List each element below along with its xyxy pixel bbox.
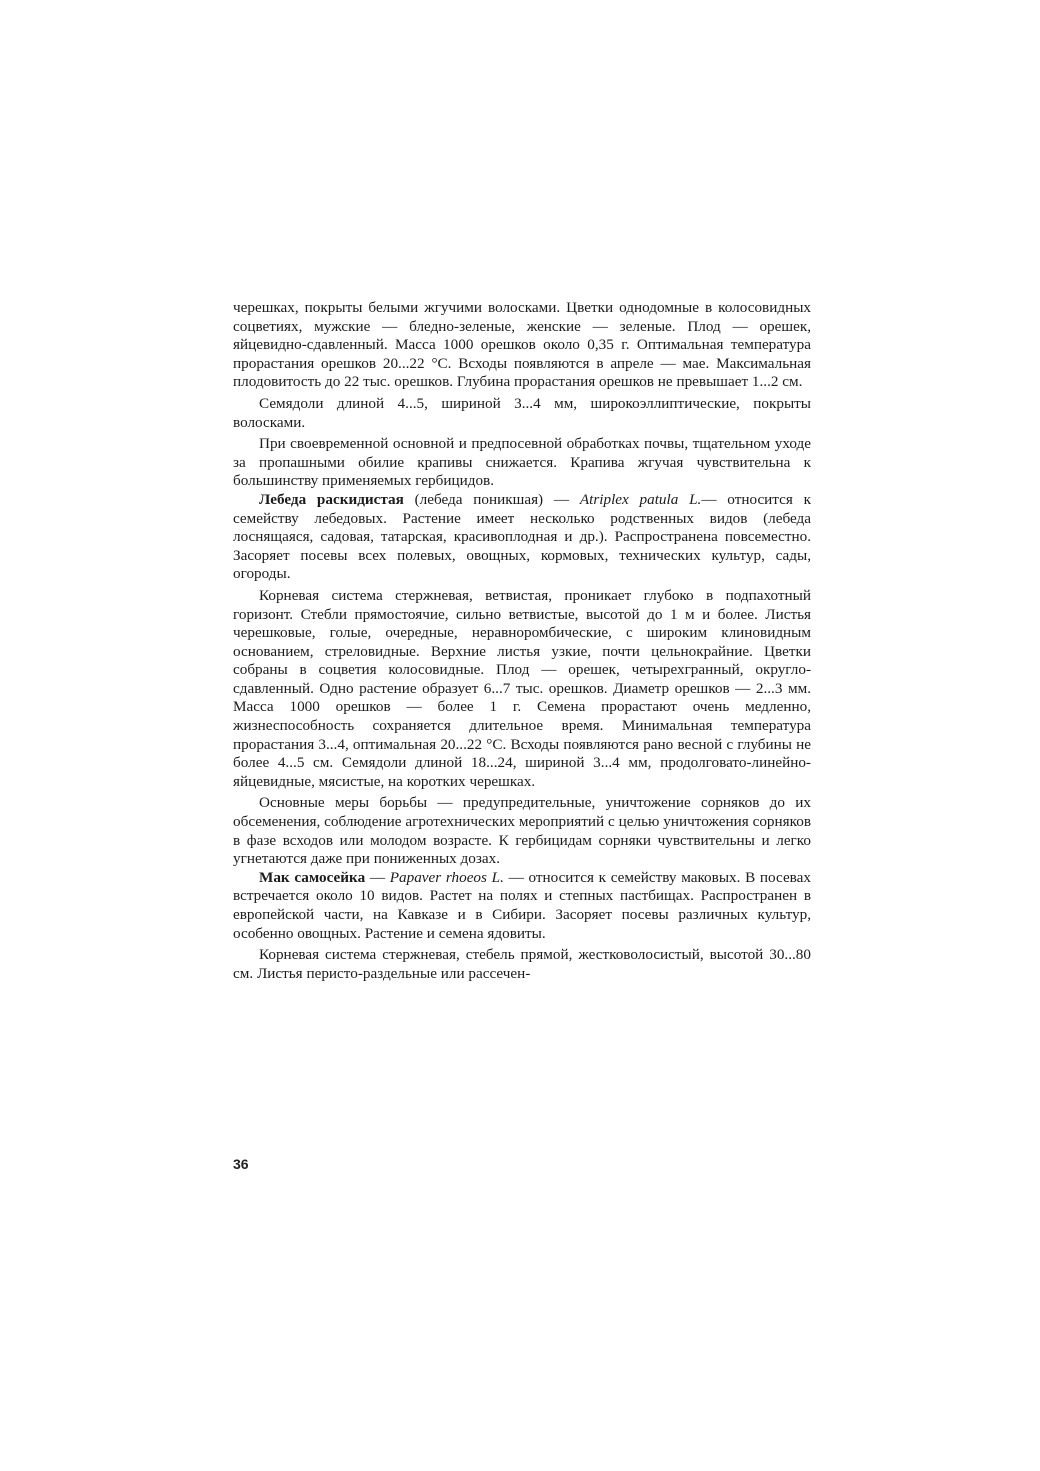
paragraph-text: При своевременной основной и предпосевной обработках почвы, тщательном уходе за пропашными обилие крапивы снижается. Крапива жгучая чувствительна к большинству применяемых гербицидов. (233, 435, 811, 490)
paragraph (233, 299, 811, 392)
paragraph (233, 395, 811, 432)
paragraph-text: Корневая система стержневая, стебель прямой, жестковолосистый, высотой 30...80 см. Листья перисто-раздельные или рассечен- (233, 946, 811, 982)
paragraph-text: — относится к семейству лебедовых. Растение имеет несколько родственных видов (лебеда лоснящаяся, садовая, татарская, красивоплодная и др.). Распространена повсеместно. Засоряет посевы всех полевых, овощных, кормовых, технических культур, сады, огороды. (233, 490, 812, 583)
page-number: 36 (233, 1156, 249, 1172)
species-latin-name: Atriplex patula L. (579, 490, 702, 508)
paragraph-papaver-rhoeos (233, 869, 811, 943)
species-dash: — (365, 868, 390, 886)
paragraph (233, 587, 811, 792)
paragraph (233, 946, 811, 983)
species-latin-name: Papaver rhoeos L. (389, 868, 504, 886)
species-common-name: (лебеда поникшая) — (403, 490, 580, 508)
paragraph-text: Основные меры борьбы — предупредительные, уничтожение сорняков до их обсеменения, соблюдение агротехнических мероприятий с целью уничтожения сорняков в фазе всходов или молодом возрасте. К гербицидам сорняки чувствительны и легко угнетаются даже при пониженных дозах. (233, 794, 811, 868)
paragraph (233, 794, 811, 868)
page-text-body (233, 299, 811, 983)
paragraph-text: черешках, покрыты белыми жгучими волосками. Цветки однодомные в колосовидных соцветиях, мужские — бледно-зеленые, женские — зеленые. Плод — орешек, яйцевидно-сдавленный. Масса 1000 орешков около 0,35 г. Оптимальная температура прорастания орешков 20...22 °С. Всходы появляются в апреле — мае. Максимальная плодовитость до 22 тыс. орешков. Глубина прорастания орешков не превышает 1...2 см. (233, 299, 811, 391)
paragraph-text: Корневая система стержневая, ветвистая, проникает глубоко в подпахотный горизонт. Стебли прямостоячие, сильно ветвистые, высотой до 1 м и более. Листья черешковые, голые, очередные, неравноромбические, с широким клиновидным основанием, стреловидные. Верхние листья узкие, почти цельнокрайние. Цветки собраны в соцветия колосовидные. Плод — орешек, четырехгранный, округло-сдавленный. Одно растение образует 6...7 тыс. орешков. Диаметр орешков — 2...3 мм. Масса 1000 орешков — более 1 г. Семена прорастают очень медленно, жизнеспособность сохраняется длительное время. Минимальная температура прорастания 3...4, оптимальная 20...22 °С. Всходы появляются рано весной с глубины не более 4...5 см. Семядоли длиной 18...24, шириной 3...4 мм, продолговато-линейно-яйцевидные, мясистые, на коротких черешках. (233, 586, 811, 790)
species-name: Мак самосейка (259, 868, 366, 886)
species-name: Лебеда раскидистая (259, 490, 404, 508)
paragraph-text: — относится к семейству маковых. В посевах встречается около 10 видов. Растет на полях и степных пастбищах. Распространен в европейской части, на Кавказе и в Сибири. Засоряет посевы различных культур, особенно овощных. Растение и семена ядовиты. (233, 868, 811, 942)
paragraph (233, 435, 811, 491)
paragraph-text: Семядоли длиной 4...5, шириной 3...4 мм, широкоэллиптические, покрыты волосками. (233, 394, 811, 431)
paragraph-atriplex-patula (233, 491, 811, 584)
